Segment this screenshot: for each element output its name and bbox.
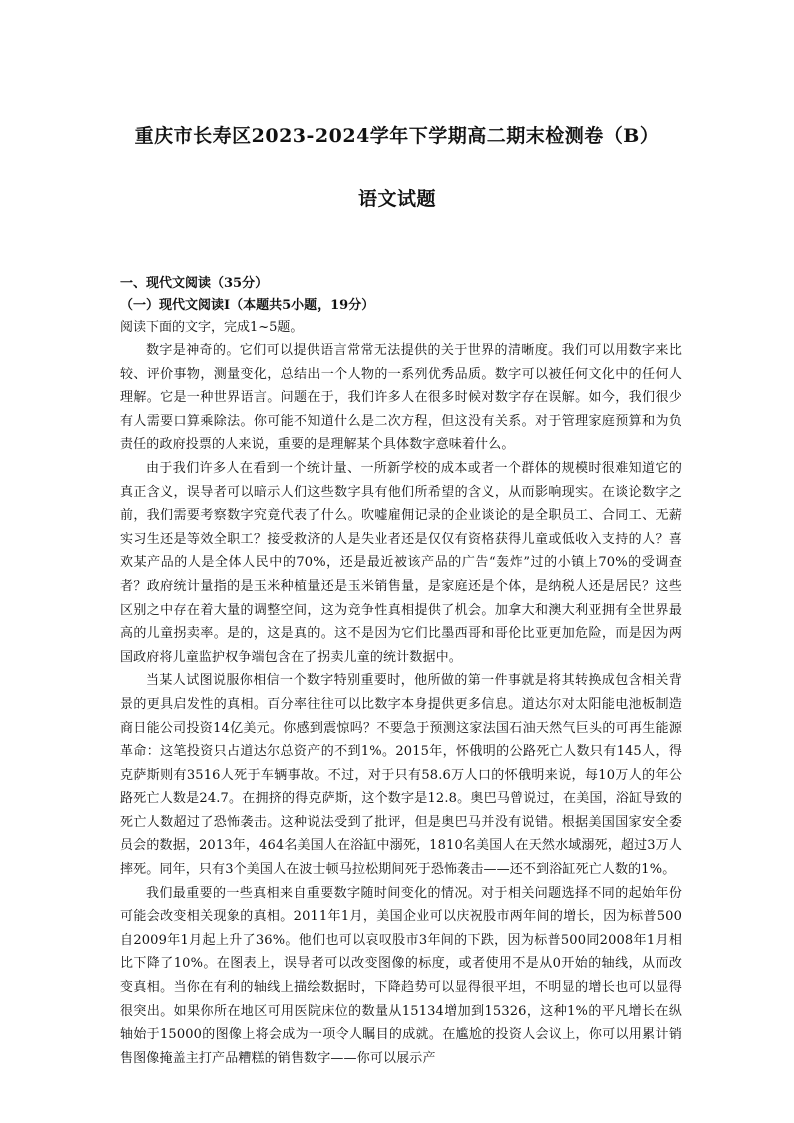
subsection-heading: （一）现代文阅读Ⅰ（本题共5小题，19分） <box>120 298 375 313</box>
paragraph-1: 数字是神奇的。它们可以提供语言常常无法提供的关于世界的清晰度。我们可以用数字来比较、评价事物，测量变化，总结出一个人物的一系列优秀品质。数字可以被任何文化中的任何人理解。它是一种世界语言。问题在于，我们许多人在很多时候对数字存在误解。如今，我们很少有人需要口算乘除法。你可能不知道什么是二次方程，但这没有关系。对于管理家庭预算和为负责任的政府投票的人来说，重要的是理解某个具体数字意味着什么。 <box>120 343 682 453</box>
section-heading: 一、现代文阅读（35分） <box>120 276 269 291</box>
document-title: 重庆市长寿区2023-2024学年下学期高二期末检测卷（B） <box>134 125 660 147</box>
paragraph-3: 当某人试图说服你相信一个数字特别重要时，他所做的第一件事就是将其转换成包含相关背景的更具启发性的真相。百分率往往可以比数字本身提供更多信息。道达尔对太阳能电池板制造商日能公司投资14亿美元。你感到震惊吗？不要急于预测这家法国石油天然气巨头的可再生能源革命：这笔投资只占道达尔总资产的不到1%。2015年，怀俄明的公路死亡人数只有145人，得克萨斯则有3516人死于车辆事故。不过，对于只有58.6万人口的怀俄明来说，每10万人的年公路死亡人数是24.7。在拥挤的得克萨斯，这个数字是12.8。奥巴马曾说过，在美国，浴缸导致的死亡人数超过了恐怖袭击。这种说法受到了批评，但是奥巴马并没有说错。根据美国国家安全委员会的数据，2013年，464名美国人在浴缸中溺死，1810名美国人在天然水域溺死，超过3万人摔死。同年，只有3个美国人在波士顿马拉松期间死于恐怖袭击——还不到浴缸死亡人数的1%。 <box>120 673 682 878</box>
paragraph-4: 我们最重要的一些真相来自重要数字随时间变化的情况。对于相关问题选择不同的起始年份可能会改变相关现象的真相。2011年1月，美国企业可以庆祝股市两年间的增长，因为标普500自2009年1月起上升了36%。他们也可以哀叹股市3年间的下跌，因为标普500同2008年1月相比下降了10%。在图表上，误导者可以改变图像的标度，或者使用不是从0开始的轴线，从而改变真相。当你在有利的轴线上描绘数据时，下降趋势可以显得很平坦，不明显的增长也可以显得很突出。如果你所在地区可用医院床位的数量从15134增加到15326，这种1%的平凡增长在纵轴始于15000的图像上将会成为一项令人瞩目的成就。在尴尬的投资人会议上，你可以用累计销售图像掩盖主打产品糟糕的销售数字——你可以展示产 <box>120 885 682 1066</box>
reading-instruction: 阅读下面的文字，完成1~5题。 <box>120 320 304 335</box>
document-body <box>120 273 682 1070</box>
paragraph-2: 由于我们许多人在看到一个统计量、一所新学校的成本或者一个群体的规模时很难知道它的真正含义，误导者可以暗示人们这些数字具有他们所希望的含义，从而影响现实。在谈论数字之前，我们需要考察数字究竟代表了什么。吹嘘雇佣记录的企业谈论的是全职员工、合同工、无薪实习生还是等效全职工？接受救济的人是失业者还是仅仅有资格获得儿童或低收入支持的人？喜欢某产品的人是全体人民中的70%，还是最近被该产品的广告“轰炸”过的小镇上70%的受调查者？政府统计量指的是玉米种植量还是玉米销售量，是家庭还是个体，是纳税人还是居民？这些区别之中存在着大量的调整空间，这为竞争性真相提供了机会。加拿大和澳大利亚拥有全世界最高的儿童拐卖率。是的，这是真的。这不是因为它们比墨西哥和哥伦比亚更加危险，而是因为两国政府将儿童监护权争端包含在了拐卖儿童的统计数据中。 <box>120 460 682 665</box>
document-subtitle: 语文试题 <box>357 188 436 210</box>
